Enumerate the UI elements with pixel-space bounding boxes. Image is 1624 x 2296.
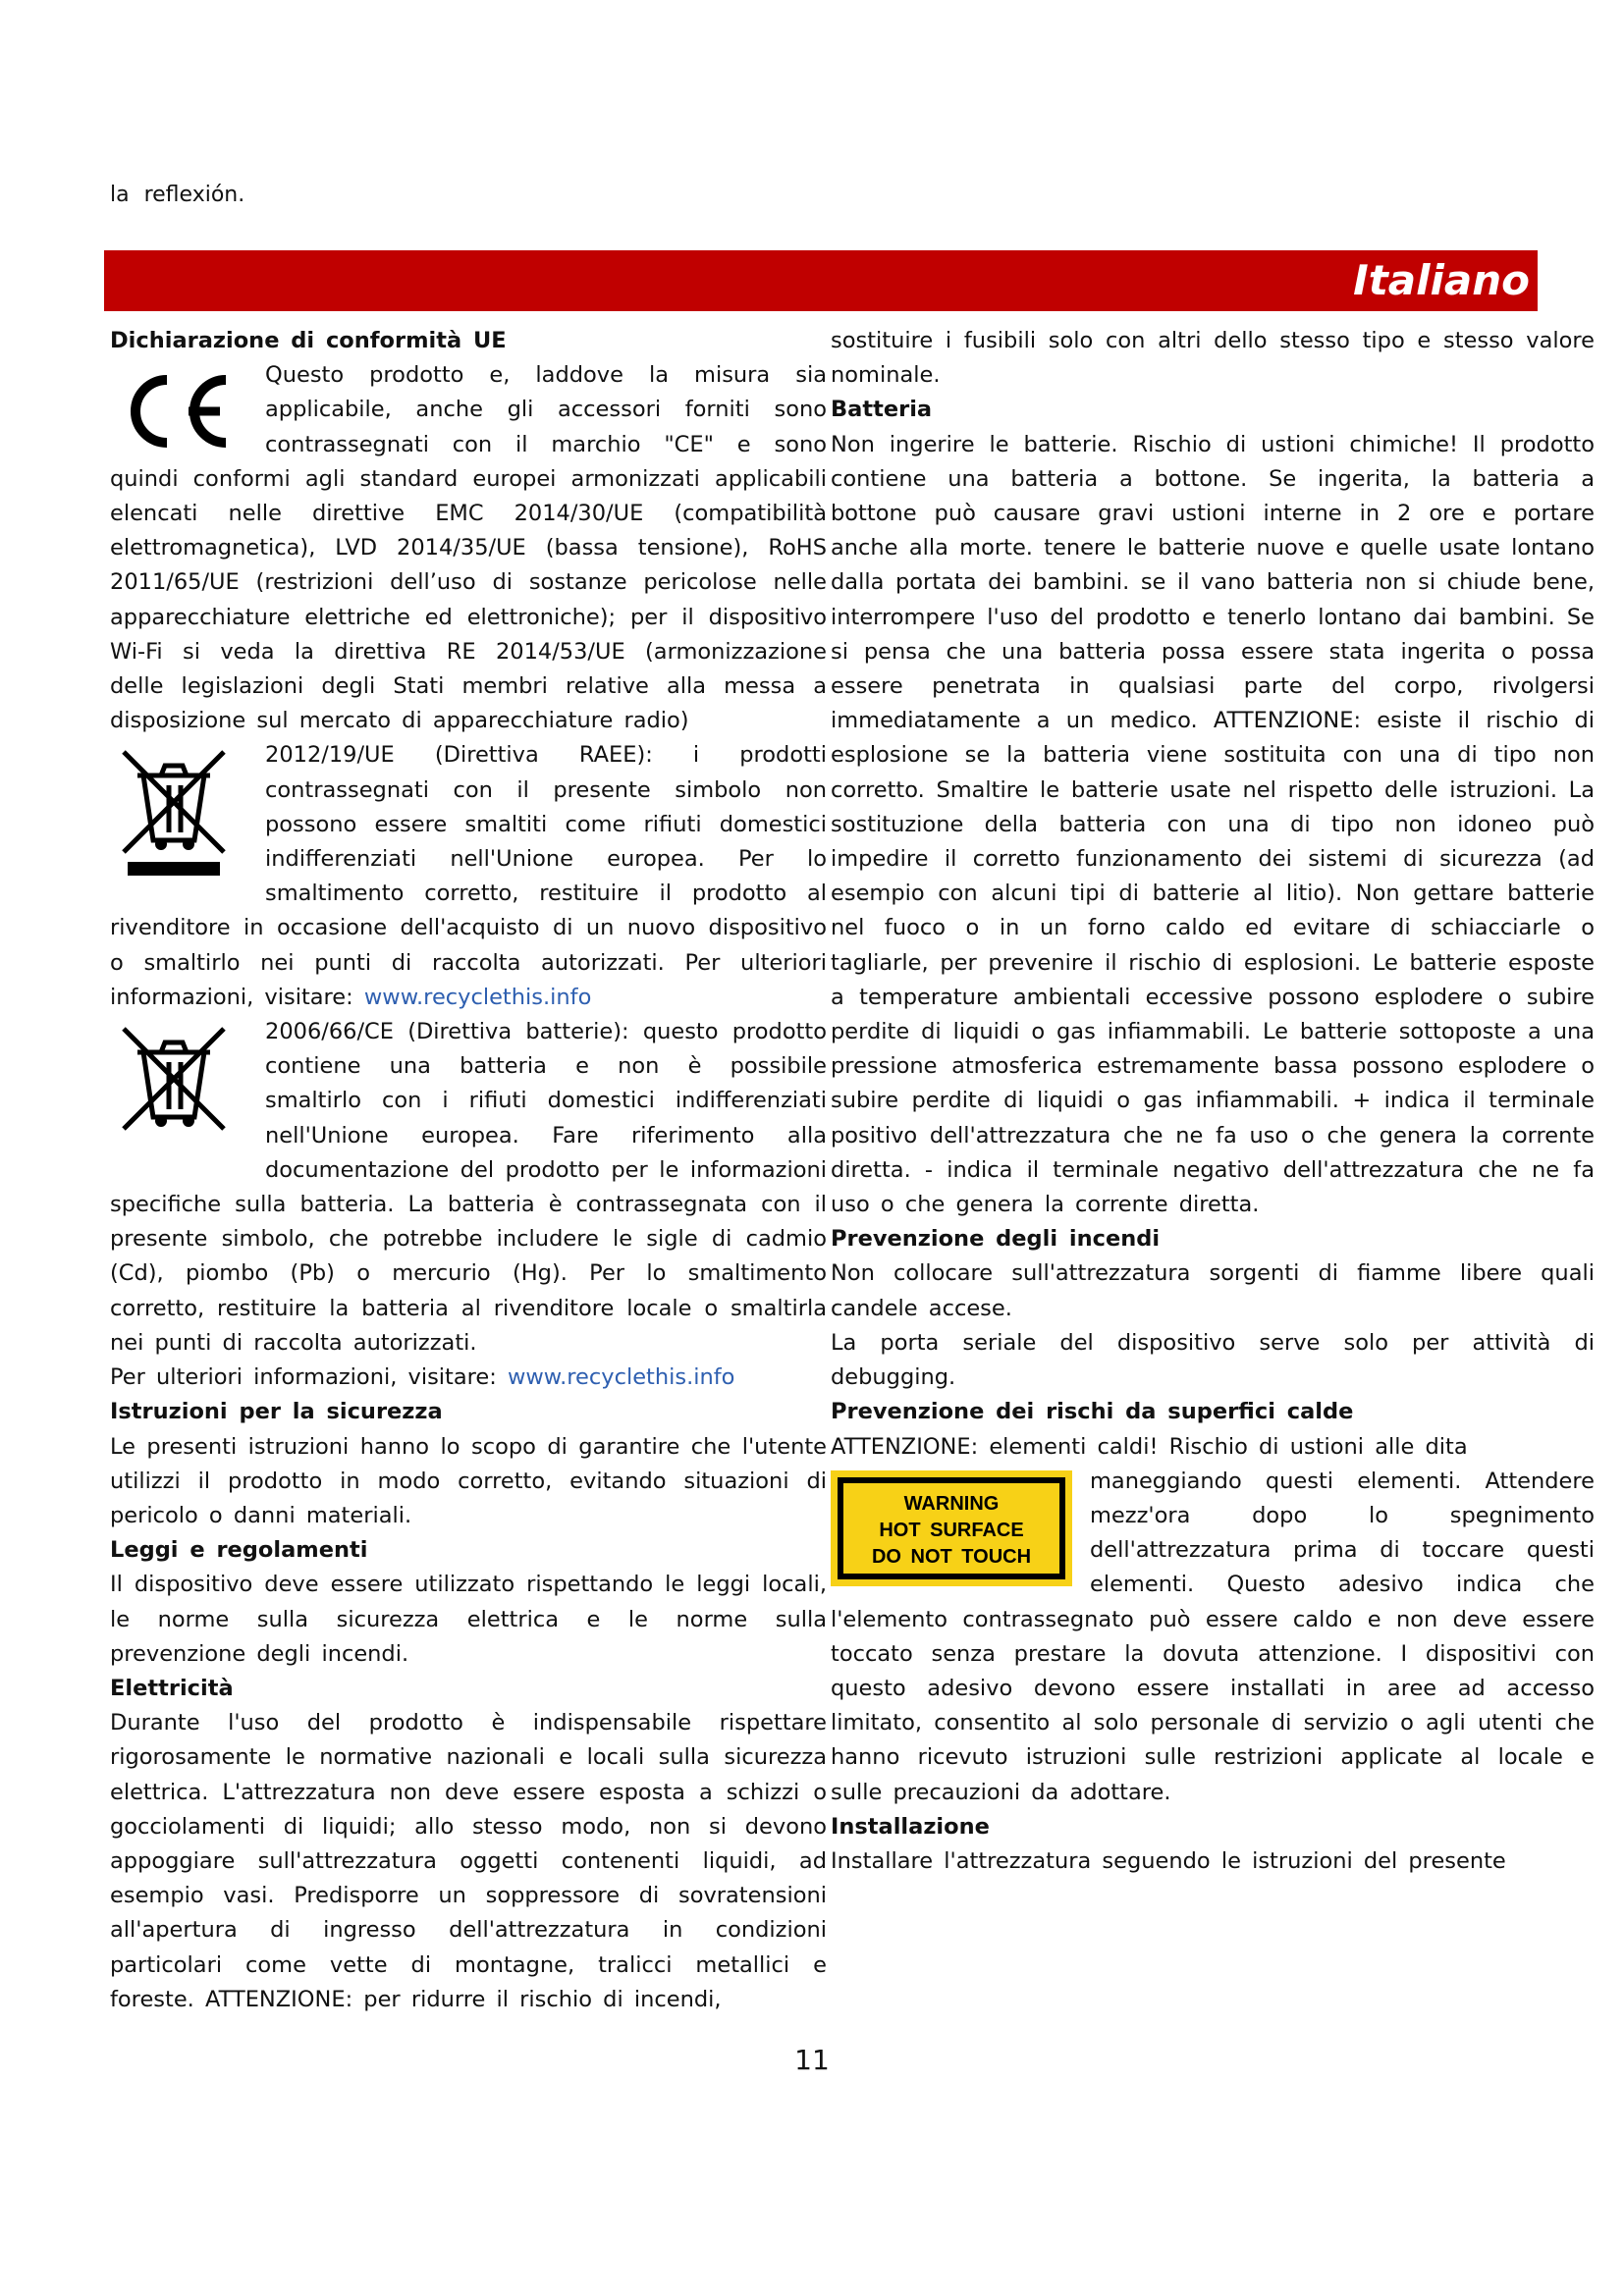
battery-directive-block (110, 1015, 827, 1361)
page-number: 11 (794, 2044, 830, 2076)
hot-surface-warning-icon (831, 1470, 1072, 1586)
hot-surface-block (831, 1465, 1595, 1810)
banner-title: Italiano (1353, 256, 1530, 304)
laws-text: Il dispositivo deve essere utilizzato rispettando le leggi locali, le norme sulla sicurezza elettrica e le norme sulla prevenzione degli incendi. (110, 1572, 827, 1667)
left-column (110, 324, 827, 2017)
safety-heading: Istruzioni per la sicurezza (110, 1399, 443, 1425)
top-line-text: la reflexión. (110, 183, 245, 207)
ce-text: Questo prodotto e, laddove la misura sia applicabile, anche gli accessori forniti sono contrassegnati con il marchio "CE" e sono quindi conformi agli standard europei armonizzati applicabili elencati nelle direttive EMC 2014/30/UE (compatibilità elettromagnetica), LVD 2014/35/UE (bassa tensione), RoHS 2011/65/UE (restrizioni dell’uso di sostanze pericolose nelle apparecchiature elettriche ed elettroniche); per il dispositivo Wi-Fi si veda la direttiva RE 2014/53/UE (armonizzazione delle legislazioni degli Stati membri relative alla messa a disposizione sul mercato di apparecchiature radio) (110, 362, 827, 734)
ce-heading: Dichiarazione di conformità UE (110, 328, 507, 353)
hot-surface-intro: ATTENZIONE: elementi caldi! Rischio di ustioni alle dita (831, 1433, 1468, 1460)
fire-text: Non collocare sull'attrezzatura sorgenti di fiamme libere quali candele accese. (831, 1260, 1595, 1321)
raee-block (110, 738, 827, 1015)
warning-line-1: WARNING (903, 1492, 1000, 1515)
warning-line-3: DO NOT TOUCH (871, 1545, 1032, 1568)
warning-line-2: HOT SURFACE (879, 1519, 1024, 1541)
hot-surface-text: maneggiando questi elementi. Attendere mezz'ora dopo lo spegnimento dell'attrezzatura prima di toccare questi elementi. Questo adesivo indica che l'elemento contrassegnato può essere caldo e non deve essere toccato senza prestare la dovuta attenzione. I dispositivi con questo adesivo devono essere installati in aree ad accesso limitato, consentito al solo personale di servizio o agli utenti che hanno ricevuto istruzioni sulle restrizioni applicate al locale e sulle precauzioni da adottare. (831, 1468, 1595, 1805)
right-column (831, 324, 1595, 2012)
fire-heading: Prevenzione degli incendi (831, 1226, 1161, 1253)
recyclethis-link-2[interactable]: www.recyclethis.info (508, 1364, 735, 1391)
hot-surface-heading: Prevenzione dei rischi da superfici calde (831, 1399, 1354, 1425)
ce-mark-icon (110, 362, 238, 460)
battery-heading: Batteria (831, 397, 933, 423)
serial-port-text: La porta seriale del dispositivo serve solo per attività di debugging. (831, 1329, 1595, 1391)
safety-text: Le presenti istruzioni hanno lo scopo di garantire che l'utente utilizzi il prodotto in modo corretto, evitando situazioni di pericolo o danni materiali. (110, 1433, 827, 1528)
battery-directive-text: 2006/66/CE (Direttiva batterie): questo prodotto contiene una batteria e non è possibile smaltirlo con i rifiuti domestici indifferenziati nell'Unione europea. Fare riferimento alla documentazione del prodotto per le informazioni specifiche sulla batteria. La batteria è contrassegnata con il presente simbolo, che potrebbe includere le sigle di cadmio (Cd), piombo (Pb) o mercurio (Hg). Per lo smaltimento corretto, restituire la batteria al rivenditore locale o smaltirla nei punti di raccolta autorizzati. (110, 1019, 827, 1356)
weee-bin-icon (110, 742, 238, 880)
battery-text: Non ingerire le batterie. Rischio di ustioni chimiche! Il prodotto contiene una batteria a bottone. Se ingerita, la batteria a bottone può causare gravi ustioni interne in 2 ore e portare anche alla morte. tenere le batterie nuove e quelle usate lontano dalla portata dei bambini. se il vano batteria non si chiude bene, interrompere l'uso del prodotto e tenerlo lontano dai bambini. Se si pensa che una batteria possa essere stata ingerita o possa essere penetrata in qualsiasi parte del corpo, rivolgersi immediatamente a un medico. ATTENZIONE: esiste il rischio di esplosione se la batteria viene sostituita con una di tipo non corretto. Smaltire le batterie usate nel rispetto delle istruzioni. La sostituzione della batteria con una di tipo non idoneo può impedire il corretto funzionamento dei sistemi di sicurezza (ad esempio con alcuni tipi di batterie al litio). Non gettare batterie nel fuoco o in un forno caldo ed evitare di schiacciarle o tagliarle, per prevenire il rischio di esplosioni. Le batterie esposte a temperature ambientali eccessive possono esplodere o subire perdite di liquidi o gas infiammabili. Le batterie sottoposte a una pressione atmosferica estremamente bassa possono esplodere o subire perdite di liquidi o gas infiammabili. + indica il terminale positivo dell'attrezzatura che ne fa uso o che genera la corrente diretta. - indica il terminale negativo dell'attrezzatura che ne fa uso o che genera la corrente diretta. (831, 431, 1595, 1218)
battery-more-info (110, 1361, 827, 1395)
battery-more-prefix: Per ulteriori informazioni, visitare: (110, 1364, 497, 1391)
language-banner (104, 250, 1538, 311)
battery-bin-icon (110, 1019, 238, 1156)
fuse-text: sostituire i fusibili solo con altri dello stesso tipo e stesso valore nominale. (831, 328, 1595, 389)
ce-block (110, 358, 827, 738)
laws-heading: Leggi e regolamenti (110, 1537, 368, 1564)
installation-heading: Installazione (831, 1813, 990, 1840)
recyclethis-link[interactable]: www.recyclethis.info (363, 984, 592, 1010)
installation-text: Installare l'attrezzatura seguendo le istruzioni del presente (831, 1847, 1506, 1874)
electricity-heading: Elettricità (110, 1675, 234, 1701)
raee-body: 2012/19/UE (Direttiva RAEE): i prodotti contrassegnati con il presente simbolo non possono essere smaltiti come rifiuti domestici indifferenziati nell'Unione europea. Per lo smaltimento corretto, restituire il prodotto al rivenditore in occasione dell'acquisto di un nuovo dispositivo o smaltirlo nei punti di raccolta autorizzati. Per ulteriori informazioni, visitare: (110, 742, 827, 1010)
electricity-text: Durante l'uso del prodotto è indispensabile rispettare rigorosamente le normative nazionali e locali sulla sicurezza elettrica. L'attrezzatura non deve essere esposta a schizzi o gocciolamenti di liquidi; allo stesso modo, non si devono appoggiare sull'attrezzatura oggetti contenenti liquidi, ad esempio vasi. Predisporre un soppressore di sovratensioni all'apertura di ingresso dell'attrezzatura in condizioni particolari come vette di montagne, tralicci metallici e foreste. ATTENZIONE: per ridurre il rischio di incendi, (110, 1710, 827, 2012)
